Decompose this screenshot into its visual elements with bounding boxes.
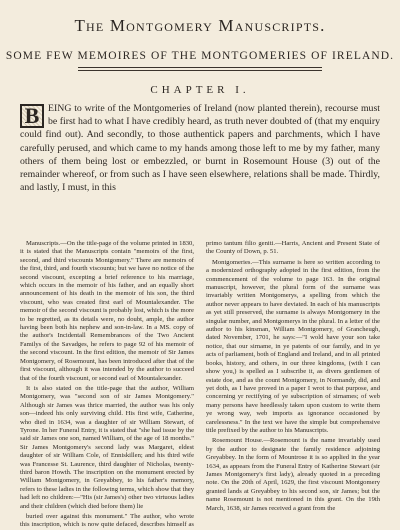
- footnote: It is also stated on the title-page that the author, William Montgomery, was "second son of sir James Montgomery." Although sir James was thrice married, the author was his only son—indeed his only surviving child. His first wife, Catherine, who died in 1634, was a daughter of sir William Stewart, of Tyrone. In her Funeral Entry, it is stated that "she had issue by the said sir James one son, named William, of the age of 18 months." Sir James Montgomery's second lady was Margaret, eldest daughter of sir William Cole, of Enniskillen; and his third wife was Francesse St. Laurence, third daughter of Nicholas, twenty-third baron Howth. The inscription on the monument erected by William Montgomery, in Greyabbey, to his father's memory, refers to these ladies in the following terms, which show that they had left no children:—"His (sir James's) other two virtuous ladies and their children (which died before them) lie: [20, 384, 194, 510]
- footnote: Rosemount House.—Rosemount is the name invariably used by the author to designate the family residence adjoining Greyabbey. In the form of Mountrose it is so applied in the year 1634, as appears from the Funeral Entry of Katherine Stewart (sir James Montgomery's first lady), already quoted in a preceding note. On the 20th of April, 1629, the first viscount Montgomery granted lands at Greyabbey to his second son, sir James; but the name Rosemount is not mentioned in this grant. On the 19th March, 1638, sir James received a grant from the: [206, 437, 380, 512]
- footnote: Manuscripts.—On the title-page of the volume printed in 1830, it is stated that the Manuscripts contain "memoirs of the first, second, and third viscounts Montgomery." There are memoirs of the first, third, and fourth viscounts; but we have no notice of the second viscount, excepting a brief reference to his marriage, which occurs in the memoir of his father, and an equally short announcement of his death in the memoir of his son, the third viscount, who was created first earl of Mountalexander. The memoir of the second viscount is probably lost, which is the more to be regretted, as its details were, no doubt, ample, the author having been both his nephew and son-in-law. In a MS. copy of the author's Incidentall Remembrances of the Two Ancient Familys of the Savadges, he refers to page 92 of his memoir of the second viscount. In the first edition, the memoir of Sir James Montgomery, of Rosemount, has been introduced after that of the first viscount, although it was intended by the author to succeed that of the fourth viscount, or second earl of Mountalexander.: [20, 240, 194, 382]
- body-text: EING to write of the Montgomeries of Ireland (now planted therein), recourse must be first had to what I have credibly heard, as truth never doubted of (that my enquiry could find out). And secondly, to those authentick papers and parchments, which I have carefully perused, and which came to my hands among those left to me by my father, many others of them being lost or embezzled, or burnt in Rosemount House (3) out of the remainder whereof, or from such as I have seen elsewhere, relations shall be made. Thirdly, and lastly, I must, in this: [20, 103, 380, 194]
- running-title: The Montgomery Manuscripts.: [74, 16, 326, 35]
- footnotes: [20, 240, 380, 530]
- section-title: SOME FEW MEMOIRES OF THE MONTGOMERIES OF IRELAND.: [5, 50, 395, 62]
- footnote: Montgomeries.—This surname is here so written according to a modernized orthography adopted in the first edition, from the commencement of the volume to page 163. In the original manuscript, however, the plural form of the surname was invariably written Montgomerys, a spelling from which the author never appears to have deviated. In each of his manuscripts as yet still preserved, the surname is always Montgomery in the singular number, and Montgomerys in the plural. In a letter of the author to his kinsman, William Montgomery, of Grancheugh, dated November, 1701, he says:—"I wold have your son take notice, that our sirname, in ye patents of our family, and in ye acts of parliament, both of England and Ireland, and in all printed books, history, and others, in our three kingdoms, (with I can show you,) is spelled as I subscribe it, as divers gentlemen of estate doe, and as the count Montgomery, in Normandy, did, and yet doth, as I have proved in a paper I wrot to that purpose, and concerning yr rectifying of ye subscription of sirnames; of web many persons have heedlessly taken upon custom to write them ye wrong way, web imports as ignorance occasioned by carelessness." In the text we have the simple but comprehensive title prefixed by the author to his Manuscripts.: [206, 258, 380, 434]
- chapter-heading: CHAPTER I.: [150, 84, 250, 96]
- double-rule-top: [78, 67, 322, 68]
- drop-cap: B: [20, 104, 44, 128]
- footnote: buried over against this monument." The author, who wrote this inscription, which is now quite defaced, describes himself as primo tantum filio geniti.—Harris, Ancient and Present State of the County of Down, p. 51.: [20, 240, 380, 529]
- double-rule-bottom: [78, 70, 322, 71]
- body-paragraph: [20, 102, 380, 194]
